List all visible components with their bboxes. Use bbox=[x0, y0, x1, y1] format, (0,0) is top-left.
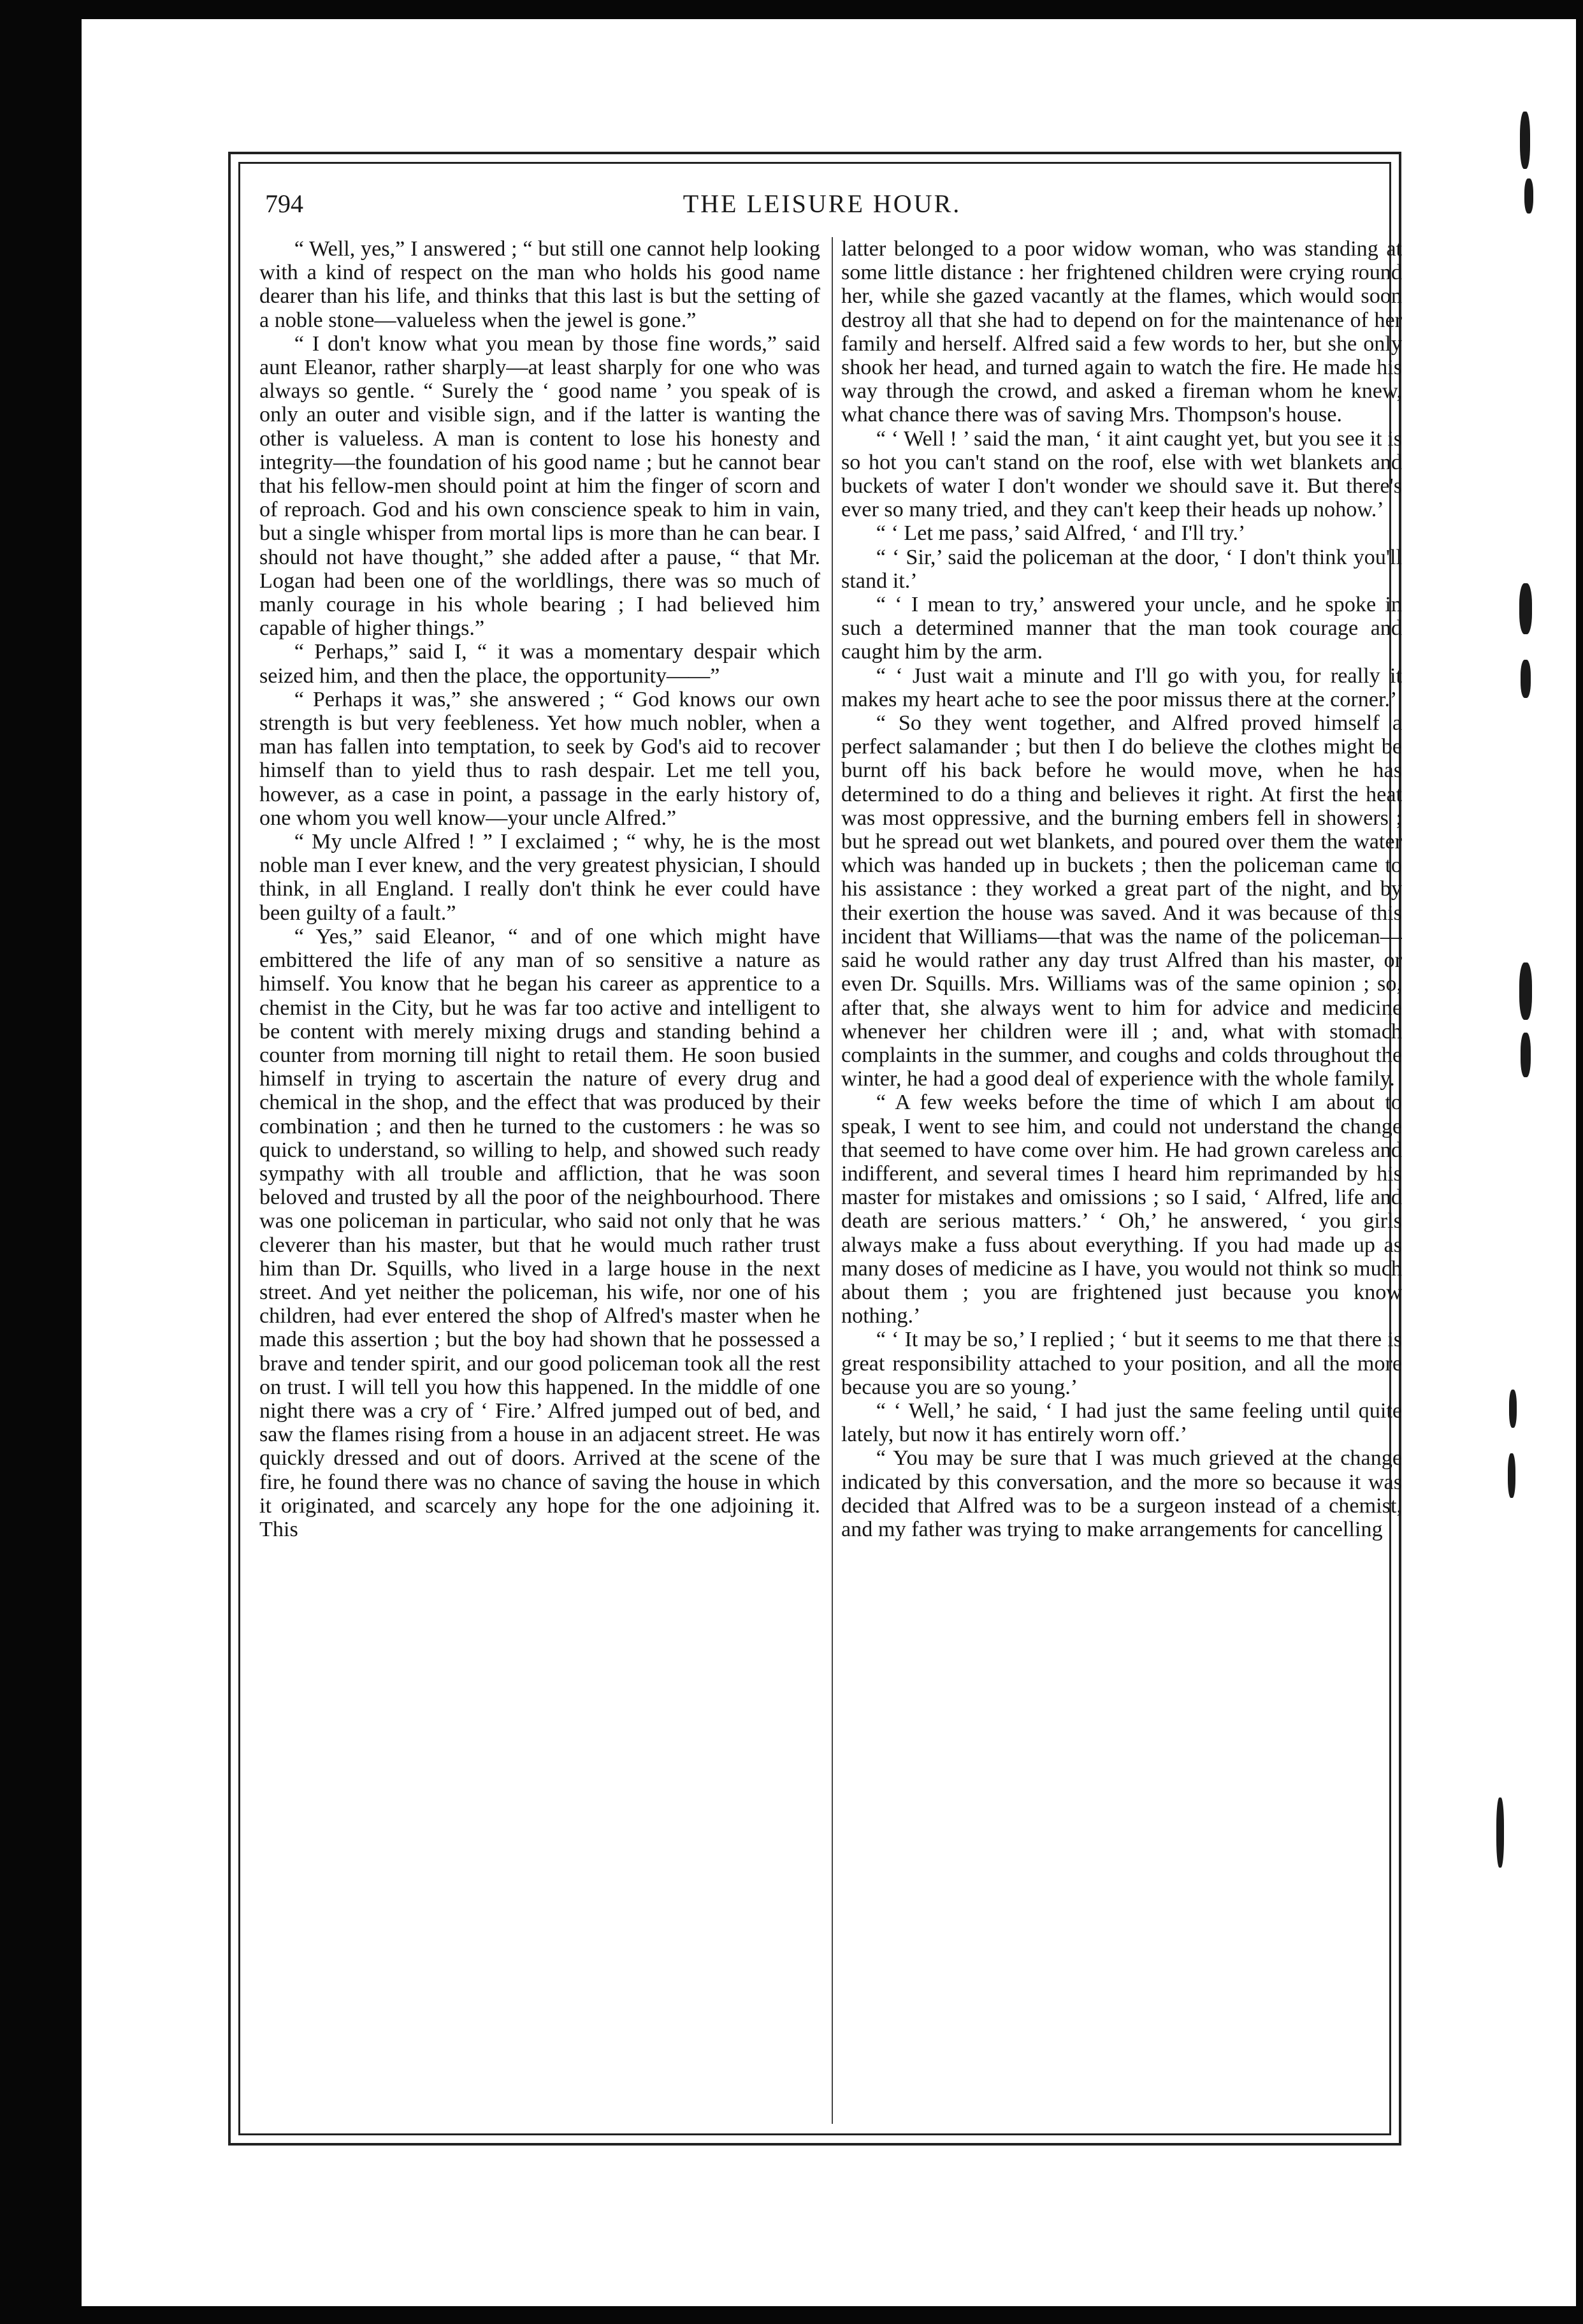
paragraph: “ You may be sure that I was much grieved at the change indicated by this conversation, and the more so because it was decided that Alfred was to be a surgeon instead of a chemist, and my father was trying to make arrangements for cancelling bbox=[841, 1446, 1402, 1541]
paragraph: “ Well, yes,” I answered ; “ but still one cannot help looking with a kind of respect on the man who holds his good name dearer than his life, and thinks that this last is but the setting of a noble stone—valueless when the jewel is gone.” bbox=[259, 237, 820, 332]
binding-mark bbox=[1496, 1797, 1504, 1868]
binding-mark bbox=[1519, 583, 1532, 634]
binding-mark bbox=[1508, 1453, 1515, 1498]
paragraph-continued: latter belonged to a poor widow woman, who was standing at some little distance : her frightened children were crying round her, while she gazed vacantly at the flames, which would soon destroy all that she had to depend on for the maintenance of her family and herself. Alfred said a few words to her, but she only shook her head, and turned again to watch the fire. He made his way through the crowd, and asked a fireman whom he knew, what chance there was of saving Mrs. Thompson's house. bbox=[841, 237, 1402, 427]
paragraph: “ I don't know what you mean by those fine words,” said aunt Eleanor, rather sharply—at least sharply for one who was always so gentle. “ Surely the ‘ good name ’ you speak of is only an outer and visible sign, and if the latter is wanting the other is valueless. A man is content to lose his honesty and integrity—the foundation of his good name ; but he cannot bear that his fellow-men should point at him the finger of scorn and of reproach. God and his own conscience speak to him in vain, but a single whisper from mortal lips is more than he can bear. I should not have thought,” she added after a pause, “ that Mr. Logan had been one of the worldlings, there was so much of manly courage in his whole bearing ; I had believed him capable of higher things.” bbox=[259, 331, 820, 641]
binding-mark bbox=[1521, 1033, 1531, 1077]
page-header bbox=[261, 189, 1383, 227]
paragraph: “ ‘ It may be so,’ I replied ; ‘ but it seems to me that there is great responsibility attached to your position, and all the more because you are so young.’ bbox=[841, 1328, 1402, 1399]
paragraph: “ Perhaps it was,” she answered ; “ God knows our own strength is but very feebleness. Yet how much nobler, when a man has fallen into temptation, to seek by God's aid to recover himself than to yield thus to rash despair. Let me tell you, however, as a case in point, a passage in the early history of, one whom you well know—your uncle Alfred.” bbox=[259, 687, 820, 830]
binding-mark bbox=[1509, 1390, 1517, 1428]
binding-mark bbox=[1519, 962, 1532, 1020]
binding-mark bbox=[1521, 660, 1531, 698]
left-column bbox=[259, 237, 820, 2124]
paragraph: “ Yes,” said Eleanor, “ and of one which might have embittered the life of any man of so sensitive a nature as himself. You know that he began his career as apprentice to a chemist in the City, but he was far too active and intelligent to be content with merely mixing drugs and standing behind a counter from morning till night to retail them. He soon busied himself in trying to ascertain the nature of every drug and chemical in the shop, and the effect that was produced by their combination ; and then he turned to the customers : he was so quick to understand, so willing to help, and showed such ready sympathy with all trouble and affliction, that he was soon beloved and trusted by all the poor of the neighbourhood. There was one policeman in particular, who said not only that he was cleverer than his master, but that he would much rather trust him than Dr. Squills, who lived in a large house in the next street. And yet neither the policeman, his wife, nor one of his children, had ever entered the shop of Alfred's master when he made this assertion ; but the boy had shown that he possessed a brave and tender spirit, and our good policeman took all the rest on trust. I will tell you how this happened. In the middle of one night there was a cry of ‘ Fire.’ Alfred jumped out of bed, and saw the flames rising from a house in an adjacent street. He was quickly dressed and out of doors. Arrived at the scene of the fire, he found there was no chance of saving the house in which it originated, and scarcely any hope for the one adjoining it. This bbox=[259, 924, 820, 1541]
paragraph: “ ‘ Well,’ he said, ‘ I had just the same feeling until quite lately, but now it has entirely worn off.’ bbox=[841, 1398, 1402, 1447]
binding-mark bbox=[1524, 178, 1533, 214]
paragraph: “ ‘ Well ! ’ said the man, ‘ it aint caught yet, but you see it is so hot you can't stand on the roof, else with wet blankets and buckets of water I don't wonder we should save it. But there's ever so many tried, and they can't keep their heads up nohow.’ bbox=[841, 426, 1402, 522]
paragraph: “ ‘ Let me pass,’ said Alfred, ‘ and I'll try.’ bbox=[876, 521, 1246, 546]
paragraph: “ Perhaps,” said I, “ it was a momentary despair which seized him, and then the place, the opportunity——” bbox=[259, 640, 820, 688]
right-column bbox=[841, 237, 1402, 2124]
page-number: 794 bbox=[265, 189, 303, 218]
paragraph: “ So they went together, and Alfred proved himself a perfect salamander ; but then I do believe the clothes might be burnt off his back before he would move, when he has determined to do a thing and believes it right. At first the heat was most oppressive, and the burning embers fell in showers ; but he spread out wet blankets, and poured over them the water which was handed up in buckets ; then the policeman came to his assistance : they worked a great part of the night, and by their exertion the house was saved. And it was because of this incident that Williams—that was the name of the policeman—said he would rather any day trust Alfred than his master, or even Dr. Squills. Mrs. Williams was of the same opinion ; so, after that, she always went to him for advice and medicine whenever her children were ill ; and, what with stomach complaints in the summer, and coughs and colds throughout the winter, he had a good deal of experience with the whole family. bbox=[841, 711, 1402, 1091]
running-title: THE LEISURE HOUR. bbox=[683, 189, 962, 218]
binding-mark bbox=[1520, 112, 1530, 169]
paragraph: “ A few weeks before the time of which I am about to speak, I went to see him, and could not understand the change that seemed to have come over him. He had grown careless and indifferent, and several times I heard him reprimanded by his master for mistakes and omissions ; so I said, ‘ Alfred, life and death are serious matters.’ ‘ Oh,’ he answered, ‘ you girls always make a fuss about everything. If you had made up as many doses of medicine as I have, you would not think so much about them ; you are frightened just because you know nothing.’ bbox=[841, 1091, 1402, 1328]
paragraph: “ ‘ I mean to try,’ answered your uncle, and he spoke in such a determined manner that the man took courage and caught him by the arm. bbox=[841, 593, 1402, 664]
paragraph: “ ‘ Just wait a minute and I'll go with you, for really it makes my heart ache to see the poor missus there at the corner.’ bbox=[841, 664, 1402, 711]
column-rule bbox=[832, 237, 833, 2124]
paragraph: “ ‘ Sir,’ said the policeman at the door, ‘ I don't think you'll stand it.’ bbox=[841, 545, 1402, 593]
paragraph: “ My uncle Alfred ! ” I exclaimed ; “ why, he is the most noble man I ever knew, and the very greatest physician, I should think, in all England. I really don't think he ever could have been guilty of a fault.” bbox=[259, 830, 820, 925]
